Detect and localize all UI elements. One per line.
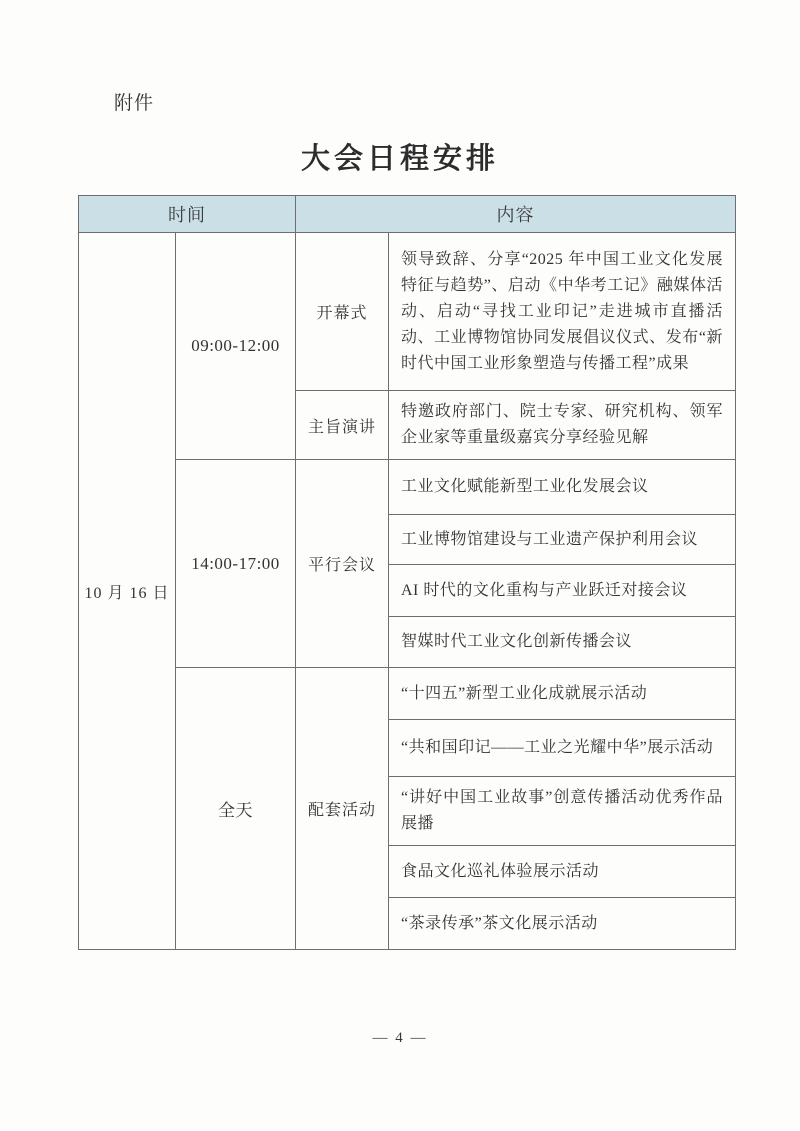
content-cell-supporting-5: “茶录传承”茶文化展示活动 — [389, 898, 736, 950]
content-cell-supporting-4: 食品文化巡礼体验展示活动 — [389, 846, 736, 898]
content-cell-parallel-3: AI 时代的文化重构与产业跃迁对接会议 — [389, 565, 736, 617]
content-cell-parallel-4: 智媒时代工业文化创新传播会议 — [389, 617, 736, 668]
schedule-table — [78, 195, 736, 950]
content-cell-parallel-2: 工业博物馆建设与工业遗产保护利用会议 — [389, 515, 736, 565]
time-cell-all-day: 全天 — [176, 668, 296, 950]
time-cell-afternoon: 14:00-17:00 — [176, 460, 296, 668]
page-title: 大会日程安排 — [300, 141, 499, 175]
session-cell-opening-ceremony: 开幕式 — [296, 233, 389, 391]
attachment-label: 附件 — [114, 93, 155, 114]
content-cell-parallel-1: 工业文化赋能新型工业化发展会议 — [389, 460, 736, 515]
session-cell-parallel-meetings: 平行会议 — [296, 460, 389, 668]
session-cell-keynote: 主旨演讲 — [296, 391, 389, 460]
content-cell-opening-ceremony: 领导致辞、分享“2025 年中国工业文化发展特征与趋势”、启动《中华考工记》融媒体活动、启动“寻找工业印记”走进城市直播活动、工业博物馆协同发展倡议仪式、发布“新时代中国工业形象塑造与传播工程”成果 — [389, 233, 736, 391]
content-cell-supporting-3: “讲好中国工业故事”创意传播活动优秀作品展播 — [389, 777, 736, 846]
content-cell-supporting-2: “共和国印记——工业之光耀中华”展示活动 — [389, 720, 736, 777]
table-header-row — [79, 196, 736, 233]
col-header-content: 内容 — [296, 196, 736, 233]
date-cell: 10 月 16 日 — [79, 233, 176, 950]
table-row — [79, 233, 736, 391]
col-header-time: 时间 — [79, 196, 296, 233]
page-number: — 4 — — [372, 1030, 428, 1046]
content-cell-keynote: 特邀政府部门、院士专家、研究机构、领军企业家等重量级嘉宾分享经验见解 — [389, 391, 736, 460]
time-cell-morning: 09:00-12:00 — [176, 233, 296, 460]
session-cell-supporting-activities: 配套活动 — [296, 668, 389, 950]
table-row — [79, 668, 736, 720]
table-row — [79, 460, 736, 515]
content-cell-supporting-1: “十四五”新型工业化成就展示活动 — [389, 668, 736, 720]
